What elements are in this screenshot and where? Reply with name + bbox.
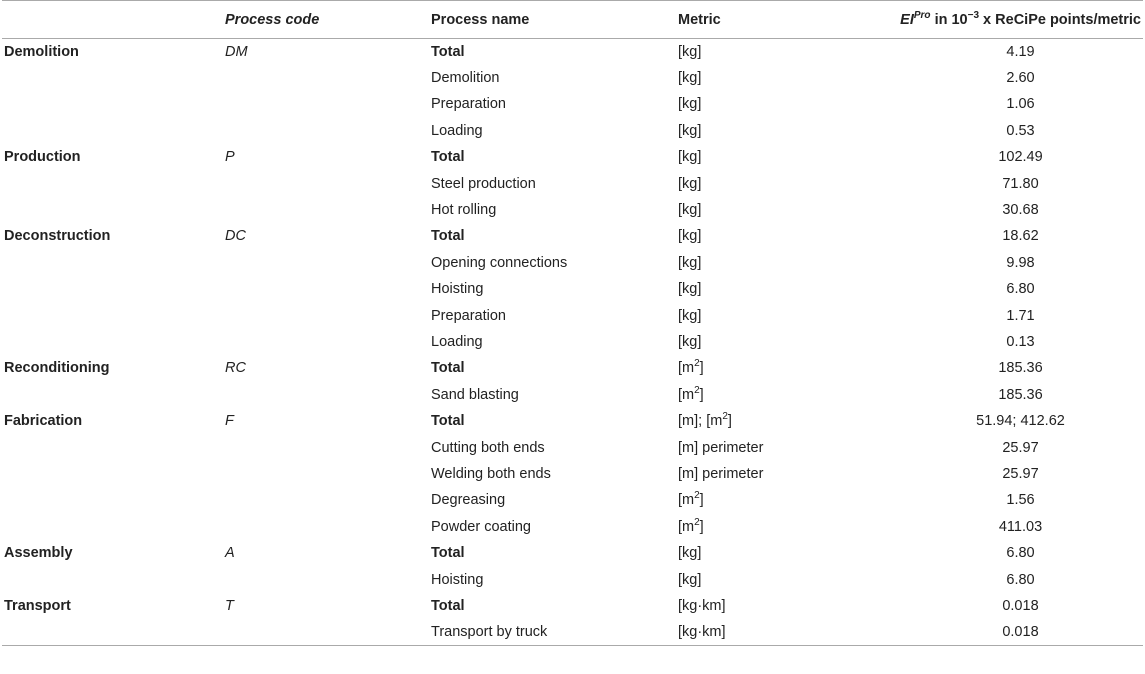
metric-unit: [kg] xyxy=(678,149,702,166)
header-process-name: Process name xyxy=(431,1,678,39)
metric-unit: [m] perimeter xyxy=(678,465,764,482)
table-row xyxy=(2,461,1143,487)
metric-exponent: 2 xyxy=(694,384,700,396)
stage-cell: Demolition xyxy=(4,43,79,60)
stage-cell xyxy=(2,250,225,276)
metric-cell xyxy=(678,408,898,434)
table-row xyxy=(2,170,1143,196)
metric-unit: [kg] xyxy=(678,307,702,324)
metric-unit: [m xyxy=(678,386,695,403)
metric-cell xyxy=(678,540,898,566)
process-code-cell xyxy=(225,461,431,487)
table-row xyxy=(2,382,1143,408)
process-code-cell xyxy=(225,329,431,355)
metric-exponent: 2 xyxy=(722,411,728,423)
process-name-cell: Preparation xyxy=(431,96,506,113)
metric-unit: [m xyxy=(678,518,695,535)
process-code-cell xyxy=(225,65,431,91)
metric-cell xyxy=(678,302,898,328)
process-code-cell: P xyxy=(225,149,235,166)
header-process-code: Process code xyxy=(225,1,431,39)
stage-cell xyxy=(2,276,225,302)
metric-unit: [kg] xyxy=(678,254,702,271)
stage-cell: Assembly xyxy=(4,545,73,562)
impact-value-cell: 6.80 xyxy=(1006,545,1035,562)
table-row xyxy=(2,65,1143,91)
metric-cell xyxy=(678,276,898,302)
impact-value-cell: 25.97 xyxy=(1002,465,1039,482)
metric-cell xyxy=(678,91,898,117)
stage-cell xyxy=(2,302,225,328)
process-code-cell xyxy=(225,619,431,645)
process-code-cell xyxy=(225,276,431,302)
table-row xyxy=(2,329,1143,355)
impact-value-cell: 0.53 xyxy=(1006,122,1035,139)
header-unit-exponent: −3 xyxy=(967,9,980,21)
metric-unit-close: ] xyxy=(699,518,704,535)
process-code-cell xyxy=(225,91,431,117)
process-name-cell: Total xyxy=(431,43,465,60)
metric-cell xyxy=(678,355,898,381)
process-name-cell: Preparation xyxy=(431,307,506,324)
process-code-cell: A xyxy=(225,545,235,562)
process-code-cell: T xyxy=(225,597,234,614)
table-row xyxy=(2,197,1143,223)
metric-exponent: 2 xyxy=(694,490,700,502)
process-code-cell: DC xyxy=(225,228,246,245)
stage-cell xyxy=(2,118,225,144)
process-code-cell: F xyxy=(225,413,234,430)
table-row xyxy=(2,118,1143,144)
metric-cell xyxy=(678,118,898,144)
process-name-cell: Opening connections xyxy=(431,254,568,271)
stage-cell xyxy=(2,329,225,355)
metric-cell xyxy=(678,566,898,592)
table-row xyxy=(2,540,1143,566)
process-name-cell: Cutting both ends xyxy=(431,439,545,456)
process-code-cell xyxy=(225,382,431,408)
impact-value-cell: 185.36 xyxy=(998,360,1043,377)
impact-value-cell: 71.80 xyxy=(1002,175,1039,192)
process-name-cell: Loading xyxy=(431,333,483,350)
process-code-cell: DM xyxy=(225,43,248,60)
metric-unit: [kg] xyxy=(678,175,702,192)
table-row xyxy=(2,144,1143,170)
metric-cell xyxy=(678,65,898,91)
metric-unit: [kg·km] xyxy=(678,597,726,614)
process-code-cell xyxy=(225,566,431,592)
process-name-cell: Total xyxy=(431,597,465,614)
metric-unit: [kg] xyxy=(678,202,702,219)
table-row xyxy=(2,355,1143,381)
table-row xyxy=(2,223,1143,249)
impact-value-cell: 6.80 xyxy=(1006,571,1035,588)
impact-value-cell: 30.68 xyxy=(1002,202,1039,219)
metric-unit: [m xyxy=(678,360,695,377)
metric-cell xyxy=(678,434,898,460)
stage-cell xyxy=(2,514,225,540)
metric-cell xyxy=(678,39,898,65)
impact-value-cell: 51.94; 412.62 xyxy=(976,413,1065,430)
process-code-cell xyxy=(225,197,431,223)
table-row xyxy=(2,91,1143,117)
table-body xyxy=(2,39,1143,646)
impact-value-cell: 1.56 xyxy=(1006,492,1035,509)
stage-cell xyxy=(2,619,225,645)
stage-cell xyxy=(2,91,225,117)
process-name-cell: Total xyxy=(431,149,465,166)
impact-value-cell: 0.13 xyxy=(1006,333,1035,350)
table-row xyxy=(2,276,1143,302)
metric-unit: [kg] xyxy=(678,571,702,588)
metric-unit-close: ] xyxy=(699,492,704,509)
header-unit-prefix: in 10 xyxy=(930,11,968,28)
process-name-cell: Loading xyxy=(431,122,483,139)
impact-value-cell: 1.06 xyxy=(1006,96,1035,113)
process-impact-table xyxy=(2,0,1143,646)
process-name-cell: Hoisting xyxy=(431,281,484,298)
metric-unit: [m] perimeter xyxy=(678,439,764,456)
stage-cell xyxy=(2,382,225,408)
header-stage xyxy=(2,1,225,39)
impact-value-cell: 6.80 xyxy=(1006,281,1035,298)
stage-cell xyxy=(2,170,225,196)
stage-cell xyxy=(2,65,225,91)
metric-cell xyxy=(678,487,898,513)
metric-unit: [kg] xyxy=(678,70,702,87)
impact-value-cell: 25.97 xyxy=(1002,439,1039,456)
metric-cell xyxy=(678,250,898,276)
table-row xyxy=(2,408,1143,434)
metric-exponent: 2 xyxy=(694,358,700,370)
metric-cell xyxy=(678,593,898,619)
stage-cell: Production xyxy=(4,149,81,166)
process-name-cell: Total xyxy=(431,360,465,377)
stage-cell: Transport xyxy=(4,597,71,614)
table-row xyxy=(2,566,1143,592)
header-metric: Metric xyxy=(678,1,898,39)
process-code-cell xyxy=(225,514,431,540)
impact-value-cell: 0.018 xyxy=(1002,597,1039,614)
metric-unit: [kg] xyxy=(678,228,702,245)
process-name-cell: Degreasing xyxy=(431,492,506,509)
process-name-cell: Total xyxy=(431,413,465,430)
header-ei-label: EI xyxy=(900,11,914,28)
metric-unit: [kg] xyxy=(678,333,702,350)
process-name-cell: Hot rolling xyxy=(431,202,497,219)
table-row xyxy=(2,434,1143,460)
metric-cell xyxy=(678,223,898,249)
table-row xyxy=(2,593,1143,619)
process-code-cell: RC xyxy=(225,360,246,377)
process-name-cell: Total xyxy=(431,228,465,245)
process-name-cell: Hoisting xyxy=(431,571,484,588)
process-name-cell: Sand blasting xyxy=(431,386,519,403)
stage-cell xyxy=(2,434,225,460)
metric-cell xyxy=(678,514,898,540)
metric-unit-close: ] xyxy=(727,413,732,430)
metric-unit: [kg] xyxy=(678,96,702,113)
metric-cell xyxy=(678,619,898,645)
metric-unit-close: ] xyxy=(699,386,704,403)
impact-value-cell: 4.19 xyxy=(1006,43,1035,60)
stage-cell xyxy=(2,461,225,487)
metric-unit: [kg·km] xyxy=(678,624,726,641)
impact-value-cell: 9.98 xyxy=(1006,254,1035,271)
metric-cell xyxy=(678,461,898,487)
process-name-cell: Transport by truck xyxy=(431,619,678,645)
process-name-cell: Demolition xyxy=(431,70,500,87)
metric-cell xyxy=(678,382,898,408)
impact-value-cell: 411.03 xyxy=(998,518,1043,535)
stage-cell: Reconditioning xyxy=(4,360,110,377)
stage-cell: Fabrication xyxy=(4,413,83,430)
metric-unit: [kg] xyxy=(678,281,702,298)
table-row xyxy=(2,619,1143,645)
process-code-cell xyxy=(225,250,431,276)
process-code-cell xyxy=(225,434,431,460)
process-code-cell xyxy=(225,302,431,328)
impact-value-cell: 18.62 xyxy=(1002,228,1039,245)
table-header xyxy=(2,1,1143,39)
impact-value-cell: 102.49 xyxy=(998,149,1043,166)
impact-value-cell: 185.36 xyxy=(998,386,1043,403)
metric-cell xyxy=(678,170,898,196)
metric-cell xyxy=(678,144,898,170)
stage-cell xyxy=(2,197,225,223)
process-code-cell xyxy=(225,487,431,513)
header-impact-value xyxy=(898,1,1143,39)
stage-cell xyxy=(2,487,225,513)
header-unit-suffix: x ReCiPe points/metric xyxy=(979,11,1141,28)
header-row xyxy=(2,1,1143,39)
table-row xyxy=(2,302,1143,328)
table-row xyxy=(2,487,1143,513)
table-row xyxy=(2,39,1143,65)
process-code-cell xyxy=(225,170,431,196)
process-name-cell: Steel production xyxy=(431,175,536,192)
metric-unit: [m xyxy=(678,492,695,509)
metric-unit-close: ] xyxy=(699,360,704,377)
stage-cell xyxy=(2,566,225,592)
metric-unit: [m]; [m xyxy=(678,413,723,430)
metric-exponent: 2 xyxy=(694,516,700,528)
impact-value-cell: 1.71 xyxy=(1006,307,1035,324)
impact-value-cell: 2.60 xyxy=(1006,70,1035,87)
metric-unit: [kg] xyxy=(678,122,702,139)
impact-value-cell: 0.018 xyxy=(898,619,1143,645)
stage-cell: Deconstruction xyxy=(4,228,111,245)
header-ei-superscript: Pro xyxy=(913,9,931,21)
metric-unit: [kg] xyxy=(678,545,702,562)
process-name-cell: Total xyxy=(431,545,465,562)
process-name-cell: Welding both ends xyxy=(431,465,551,482)
metric-unit: [kg] xyxy=(678,43,702,60)
metric-cell xyxy=(678,197,898,223)
process-code-cell xyxy=(225,118,431,144)
metric-cell xyxy=(678,329,898,355)
table-row xyxy=(2,514,1143,540)
table-row xyxy=(2,250,1143,276)
process-name-cell: Powder coating xyxy=(431,518,531,535)
